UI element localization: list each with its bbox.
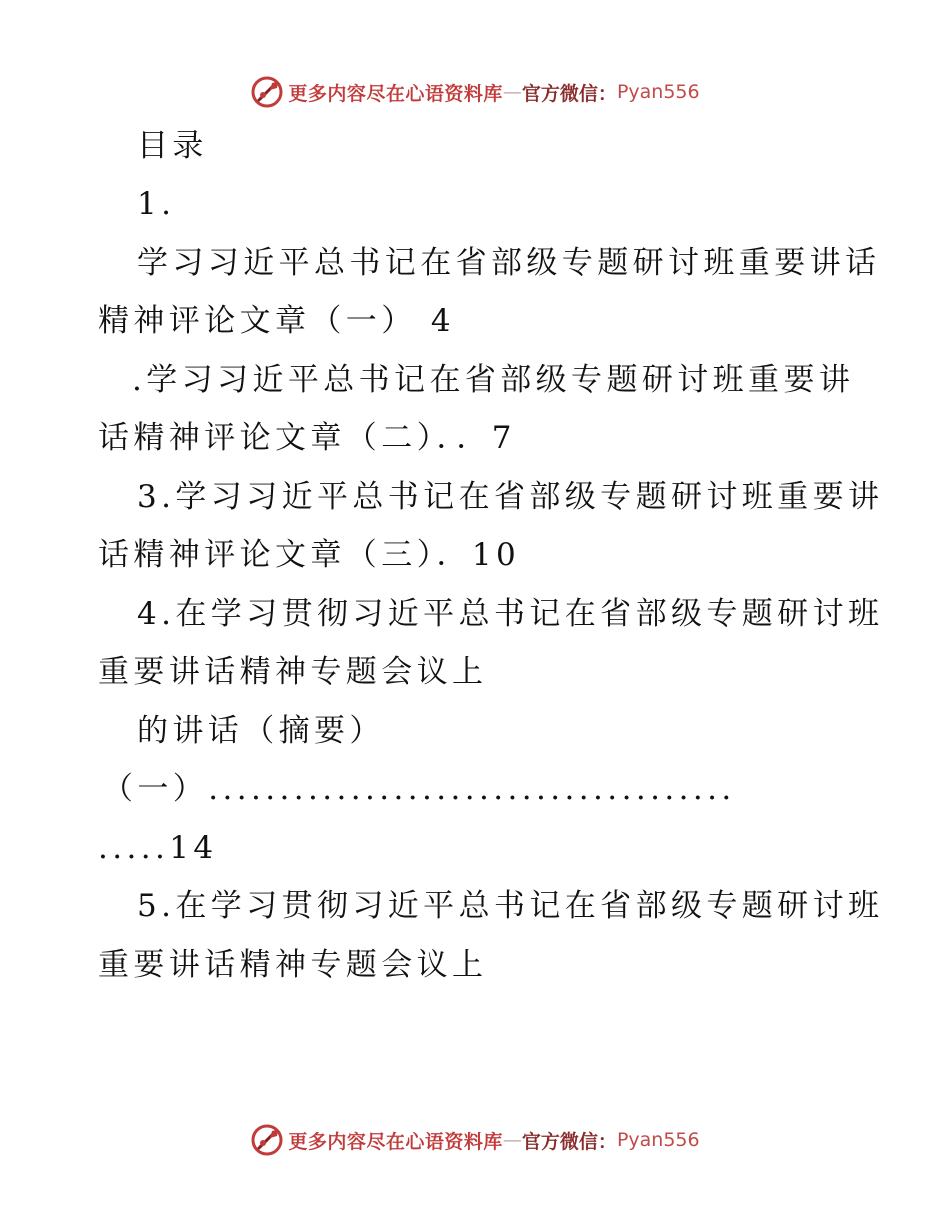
toc-line: 3.学习习近平总书记在省部级专题研讨班重要讲 (137, 479, 884, 515)
quill-pen-logo-icon (250, 75, 284, 109)
toc-line: 的讲话（摘要） (137, 713, 385, 749)
toc-line: 1. (137, 186, 176, 222)
toc-line: 话精神评论文章（三）．10 (98, 537, 521, 573)
banner-separator: — (502, 1129, 522, 1151)
toc-line: 4.在学习贯彻习近平总书记在省部级专题研讨班 (137, 596, 884, 632)
banner-sub-text: 官方微信： (521, 1130, 617, 1153)
toc-line: （一）..................................... (102, 771, 736, 807)
toc-line: 5.在学习贯彻习近平总书记在省部级专题研讨班 (137, 888, 884, 924)
toc-line: 学习习近平总书记在省部级专题研讨班重要讲话 (137, 245, 881, 281)
banner-wechat-id: Pyan556 (616, 1129, 700, 1151)
banner-main-text: 更多内容尽在心语资料库 (288, 82, 503, 105)
toc-line: .....14 (98, 830, 218, 866)
banner-separator: — (502, 81, 522, 103)
header-banner (0, 72, 950, 112)
quill-pen-logo-icon (250, 1123, 284, 1157)
toc-line: .学习习近平总书记在省部级专题研讨班重要讲 (132, 362, 855, 398)
toc-line: 重要讲话精神专题会议上 (98, 654, 488, 690)
toc-line: 精神评论文章（一） 4 (98, 303, 455, 339)
banner-wechat-id: Pyan556 (616, 81, 700, 103)
toc-line: 话精神评论文章（二）．．7 (98, 420, 516, 456)
footer-banner (0, 1120, 950, 1160)
banner-main-text: 更多内容尽在心语资料库 (288, 1130, 503, 1153)
toc-line: 重要讲话精神专题会议上 (98, 947, 488, 983)
banner-sub-text: 官方微信： (521, 82, 617, 105)
toc-title: 目录 (137, 128, 208, 164)
